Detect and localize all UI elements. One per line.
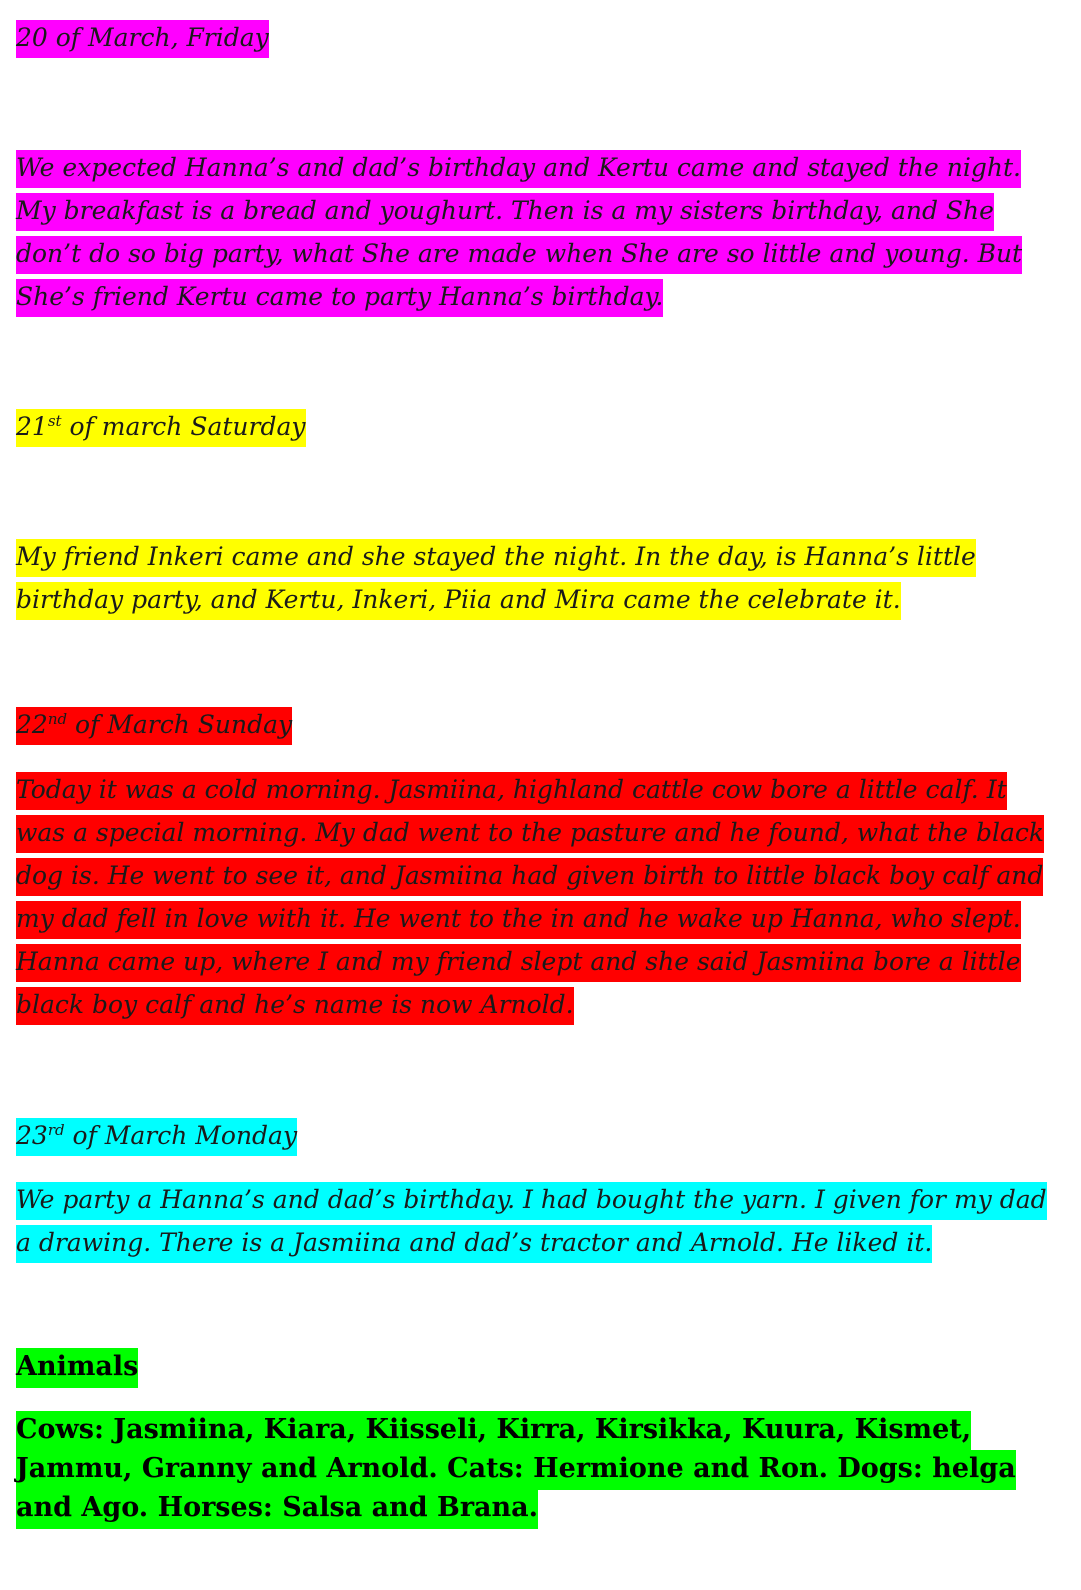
animals-heading — [16, 1347, 1056, 1386]
heading-day: 22 — [16, 710, 48, 739]
animals-heading-text: Animals — [16, 1348, 138, 1388]
entry-text: My friend Inkeri came and she stayed the night. In the day, is Hanna’s little birthday party, and Kertu, Inkeri, Piia and Mira came the celebrate it. — [16, 539, 976, 620]
entry-text: Today it was a cold morning. Jasmiina, highland cattle cow bore a little calf. It was a special morning. My dad went to the pasture and he found, what the black dog is. He went to see it, and Jasmiina had given birth to little black boy calf and my dad fell in love with it. He went to the in and he wake up Hanna, who slept. Hanna came up, where I and my friend slept and she said Jasmiina bore a little black boy calf and he’s name is now Arnold. — [16, 772, 1044, 1025]
animals-list-text: Cows: Jasmiina, Kiara, Kiisseli, Kirra, Kirsikka, Kuura, Kismet, Jammu, Granny and Arnold. Cats: Hermione and Ron. Dogs: helga and Ago. Horses: Salsa and Brana. — [16, 1411, 1016, 1529]
entry-text: We party a Hanna’s and dad’s birthday. I had bought the yarn. I given for my dad a drawing. There is a Jasmiina and dad’s tractor and Arnold. He liked it. — [16, 1182, 1047, 1263]
animals-list — [16, 1410, 1056, 1527]
heading-day: 20 — [16, 23, 48, 52]
heading-rest: of March Monday — [64, 1121, 298, 1150]
heading-rest: of March Sunday — [67, 710, 293, 739]
entry-heading-march-21 — [16, 405, 1056, 448]
entry-heading-march-20 — [16, 16, 1056, 59]
heading-day: 23 — [16, 1121, 48, 1150]
entry-heading-march-22 — [16, 703, 1056, 746]
heading-suffix: nd — [47, 710, 68, 728]
entry-text: We expected Hanna’s and dad’s birthday and Kertu came and stayed the night. My breakfast is a bread and youghurt. Then is a my sisters birthday, and She don’t do so big party, what She are made when She are so little and young. But She’s friend Kertu came to party Hanna’s birthday. — [16, 150, 1022, 317]
entry-heading-march-23 — [16, 1114, 1056, 1157]
heading-rest: of March, Friday — [47, 23, 269, 52]
heading-suffix: rd — [47, 1121, 65, 1139]
entry-text-march-22 — [16, 768, 1056, 1026]
entry-text-march-23 — [16, 1178, 1056, 1264]
heading-day: 21 — [16, 412, 48, 441]
heading-suffix: st — [47, 412, 62, 430]
entry-text-march-21 — [16, 535, 1056, 621]
heading-rest: of march Saturday — [61, 412, 306, 441]
entry-text-march-20 — [16, 146, 1056, 318]
